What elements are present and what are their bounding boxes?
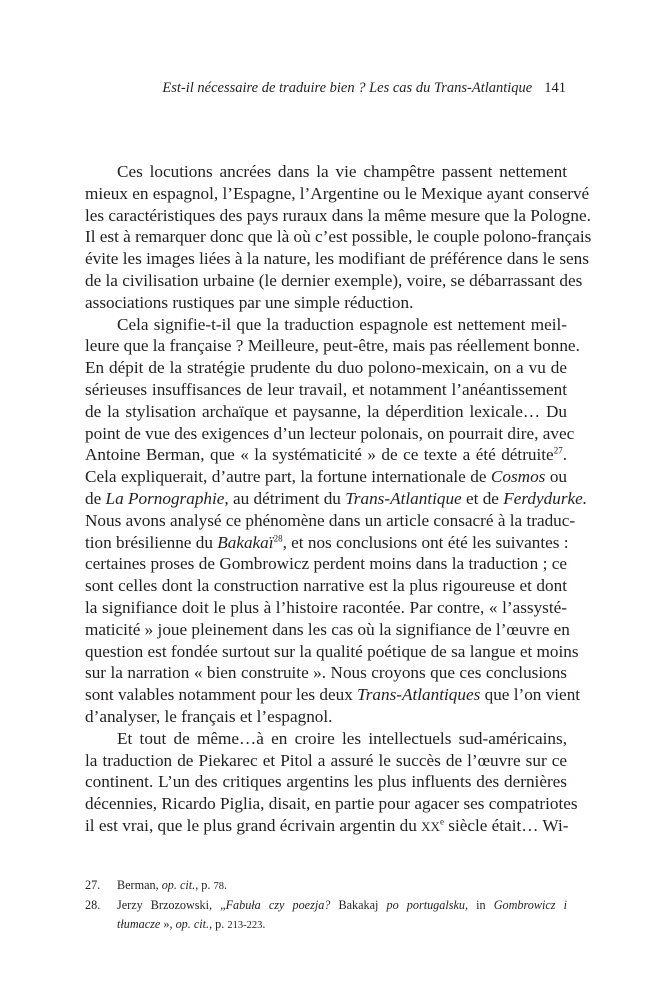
running-header [0, 80, 566, 97]
text-line: la traduction de Piekarec et Pitol a assuré le succès de l’œuvre sur ce [85, 750, 567, 770]
text-line: sérieuses insuffisances de leur travail, et notamment l’anéantissement [85, 379, 567, 399]
footnote-ref-28: 28 [273, 532, 283, 543]
text-line: de La Pornographie, au détriment du Trans-Atlantique et de Ferdydurke. [85, 488, 588, 508]
footnotes [85, 876, 567, 935]
text-line: Nous avons analysé ce phénomène dans un article consacré à la traduc- [85, 510, 576, 530]
text-line: maticité » joue pleinement dans les cas où la signifiance de l’œuvre en [85, 619, 570, 639]
text-line: mieux en espagnol, l’Espagne, l’Argentine ou le Mexique ayant conservé [85, 183, 590, 203]
text-line: tion brésilienne du Bakakaï$^{28}$, et nos conclusions ont été les suivantes : [85, 532, 569, 552]
footnote-text: Jerzy Brzozowski, „Fabuła czy poezja? Bakakaj po portugalsku, in Gombrowicz i tłumacze », op. cit., p. 213-223. [117, 898, 567, 931]
text-line: sont valables notamment pour les deux Trans-Atlantiques que l’on vient [85, 685, 581, 705]
text-line: Il est à remarquer donc que là où c’est possible, le couple polono-français [85, 227, 592, 247]
text-line: question est fondée surtout sur la qualité poétique de sa langue et moins [85, 641, 579, 661]
text-line: Antoine Berman, que « la systématicité » de ce texte a été détruite$^{27}$. [85, 445, 567, 465]
text-line: de la stylisation archaïque et paysanne, la déperdition lexicale… Du [85, 401, 567, 421]
text-line: les caractéristiques des pays ruraux dans la même mesure que la Pologne. [85, 205, 591, 225]
text-line: décennies, Ricardo Piglia, disait, en partie pour agacer ses compatriotes [85, 794, 578, 814]
text-line: la signifiance doit le plus à l’histoire racontée. Par contre, « l’assysté- [85, 597, 567, 617]
page-number: 141 [544, 80, 566, 96]
running-title: Est-il nécessaire de traduire bien ? Les cas du Trans-Atlantique [162, 80, 533, 96]
text-line: sont celles dont la construction narrative est la plus rigoureuse et dont [85, 576, 567, 596]
footnote-27 [85, 876, 567, 896]
text-line: de la civilisation urbaine (le dernier exemple), voire, se débarrassant des [85, 270, 583, 290]
text-line: leure que la française ? Meilleure, peut-être, mais pas réellement bonne. [85, 336, 580, 356]
text-line: continent. L’un des critiques argentins les plus influents des dernières [85, 772, 567, 792]
text-line: associations rustiques par une simple réduction. [85, 292, 414, 312]
footnote-number: 27. [85, 878, 101, 892]
footnote-ref-27: 27 [553, 445, 563, 456]
text-line: Cela signifie-t-il que la traduction espagnole est nettement meil- [117, 314, 567, 334]
text-line: il est vrai, que le plus grand écrivain argentin du XXe siècle était… Wi- [85, 815, 569, 835]
text-line: d’analyser, le français et l’espagnol. [85, 706, 333, 726]
text-line: certaines proses de Gombrowicz perdent moins dans la traduction ; ce [85, 554, 567, 574]
text-line: sur la narration « bien construite ». Nous croyons que ces conclusions [85, 663, 567, 683]
body-text [85, 161, 592, 837]
text-line: Ces locutions ancrées dans la vie champêtre passent nettement [117, 162, 567, 181]
text-line: Cela expliquerait, d’autre part, la fortune internationale de Cosmos ou [85, 467, 568, 487]
text-line: Et tout de même…à en croire les intellectuels sud-américains, [117, 728, 567, 748]
text-line: En dépit de la stratégie prudente du duo polono-mexicain, on a vu de [85, 358, 567, 378]
footnote-text: Berman, op. cit., p. 78. [117, 878, 228, 892]
footnote-28 [85, 896, 567, 935]
text-line: point de vue des exigences d’un lecteur polonais, on pourrait dire, avec [85, 423, 575, 443]
text-line: évite les images liées à la nature, les modifiant de préférence dans le sens [85, 249, 589, 269]
footnote-number: 28. [85, 898, 101, 912]
